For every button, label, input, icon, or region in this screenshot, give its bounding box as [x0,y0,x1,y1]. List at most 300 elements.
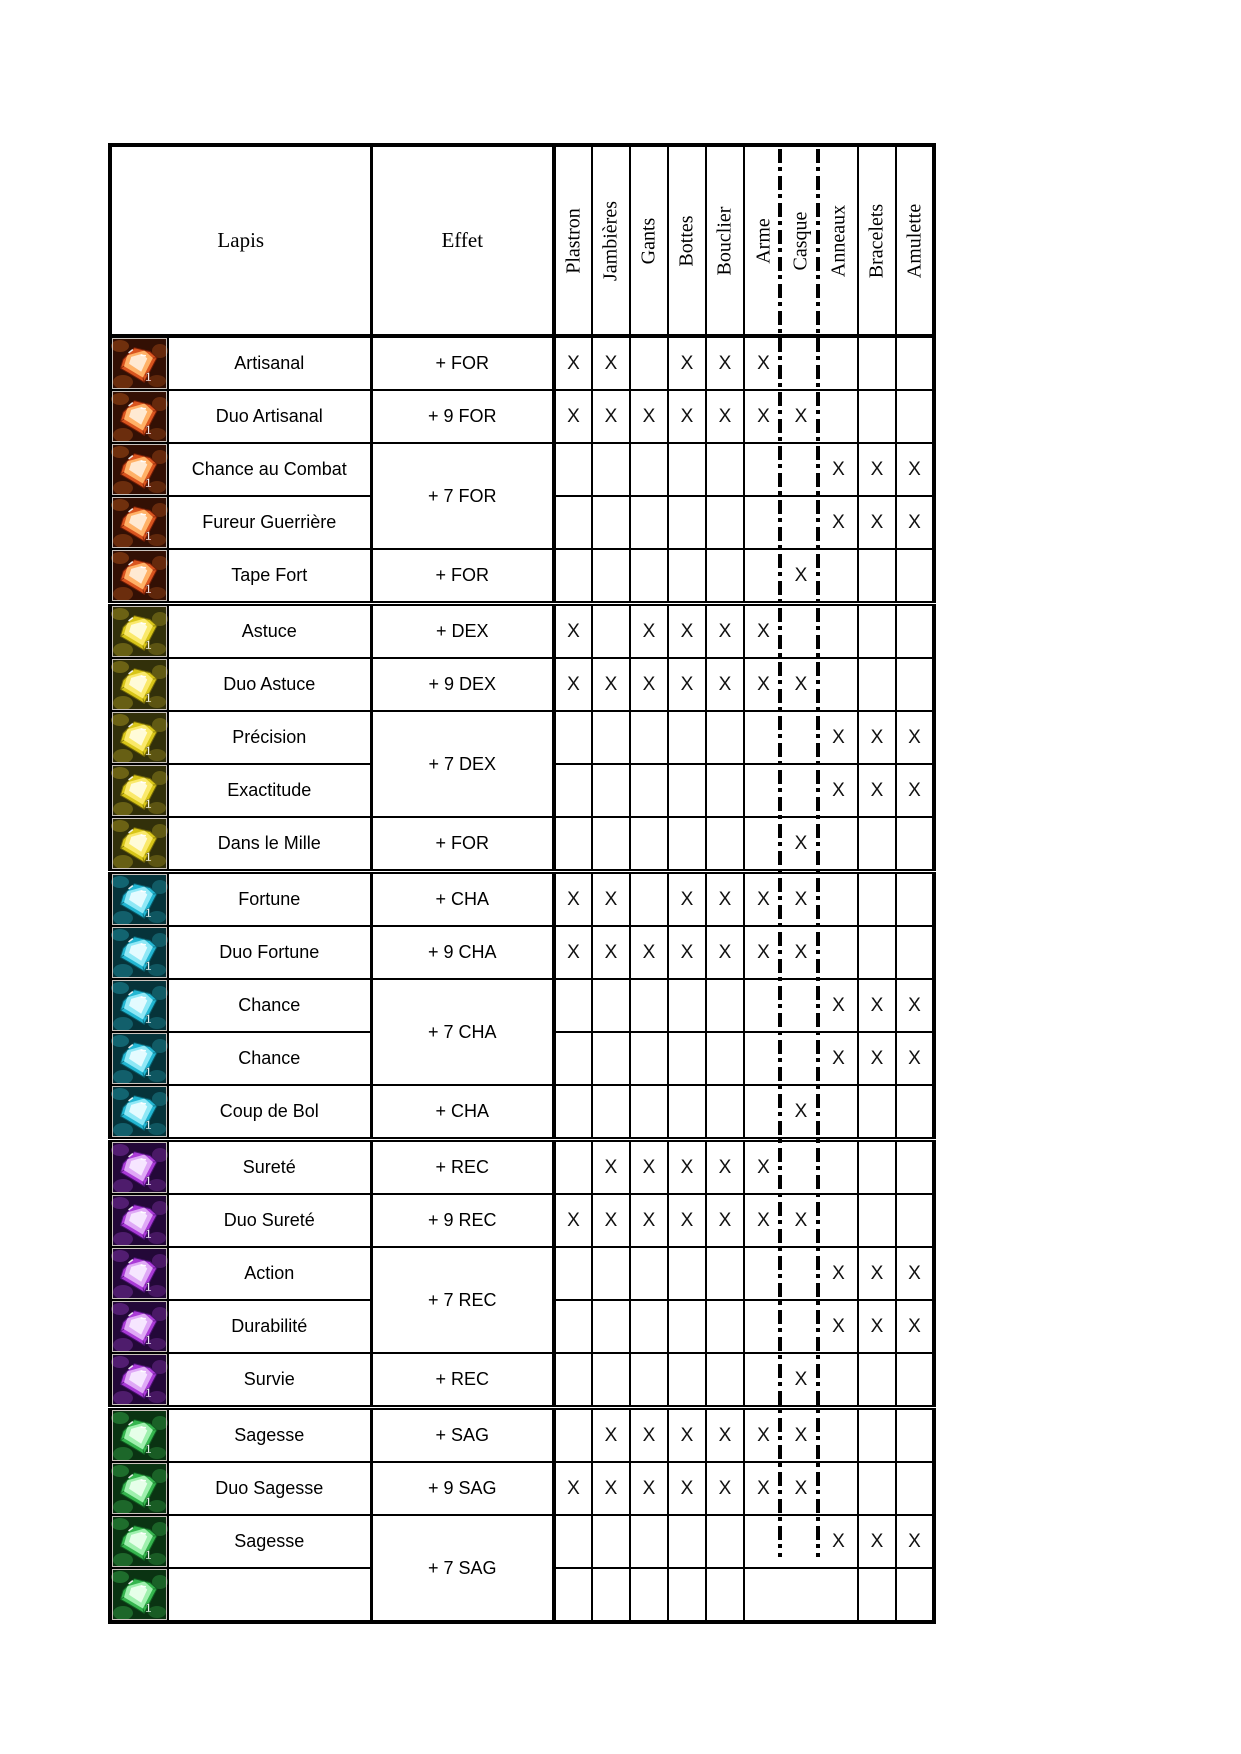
slot-cell-jambieres [592,1085,630,1140]
slot-cell-jambieres: X [592,926,630,979]
slot-cell-arme [744,496,782,549]
svg-text:1: 1 [145,638,152,652]
slot-cell-arme [744,1300,782,1353]
slot-cell-amulette [896,658,934,711]
svg-text:1: 1 [145,1495,152,1509]
slot-cell-bracelets [858,658,896,711]
slot-cell-anneaux: X [820,496,858,549]
slot-cell-anneaux: X [820,711,858,764]
slot-cell-bracelets: X [858,764,896,817]
effet-value: + REC [371,1140,554,1195]
col-header-label: Arme [752,217,774,264]
table-row-chance [110,979,934,1032]
slot-cell-arme: X [744,658,782,711]
slot-cell-gants [630,872,668,927]
slot-cell-arme: X [744,926,782,979]
slot-cell-bracelets [858,390,896,443]
slot-cell-arme [744,764,782,817]
slot-cell-bottes [668,549,706,604]
col-header-bottes [668,145,706,336]
slot-cell-gants [630,1247,668,1300]
slot-cell-gants [630,443,668,496]
slot-cell-amulette: X [896,764,934,817]
gem-icon [112,765,167,816]
slot-cell-jambieres [592,711,630,764]
slot-cell-plastron [554,711,592,764]
lapis-name: Artisanal [168,336,371,390]
lapis-name: Dans le Mille [168,817,371,872]
lapis-name [168,1568,371,1622]
lapis-name: Action [168,1247,371,1300]
slot-cell-bouclier: X [706,390,744,443]
slot-cell-anneaux [820,549,858,604]
slot-cell-anneaux [820,926,858,979]
table-row-duo-artisanal [110,390,934,443]
lapis-name: Chance au Combat [168,443,371,496]
gem-icon [112,1301,167,1352]
gem-icon [112,1569,167,1620]
slot-cell-casque: X [782,817,820,872]
effet-value: + SAG [371,1408,554,1463]
table-row-tape-fort [110,549,934,604]
slot-cell-bouclier: X [706,872,744,927]
slot-cell-amulette [896,336,934,390]
slot-cell-plastron: X [554,872,592,927]
lapis-name: Sagesse [168,1515,371,1568]
svg-text:1: 1 [145,1601,152,1615]
svg-text:1: 1 [145,959,152,973]
effet-value: + 9 DEX [371,658,554,711]
purple-gem-cell [110,1140,168,1195]
slot-cell-jambieres: X [592,658,630,711]
col-header-amulette [896,145,934,336]
col-header-label: Bouclier [713,206,736,275]
col-header-label: Plastron [562,207,584,274]
slot-cell-bracelets [858,1568,896,1622]
slot-cell-anneaux [820,1568,858,1622]
lapis-name: Chance [168,979,371,1032]
slot-cell-bouclier [706,443,744,496]
slot-cell-amulette: X [896,979,934,1032]
yellow-gem-cell [110,817,168,872]
slot-cell-casque: X [782,926,820,979]
gem-icon [112,1142,167,1193]
red-gem-cell [110,496,168,549]
slot-cell-arme: X [744,1194,782,1247]
slot-cell-bracelets: X [858,1515,896,1568]
effet-value: + 7 FOR [371,443,554,549]
slot-cell-plastron [554,1515,592,1568]
slot-cell-casque [782,1140,820,1195]
slot-cell-gants: X [630,1408,668,1463]
lapis-table [108,143,936,1624]
slot-cell-bracelets [858,926,896,979]
slot-cell-gants [630,336,668,390]
effet-value: + FOR [371,549,554,604]
yellow-gem-cell [110,604,168,659]
slot-cell-plastron [554,1085,592,1140]
slot-cell-amulette [896,817,934,872]
col-header-arme [744,145,782,336]
slot-cell-anneaux [820,1353,858,1408]
purple-gem-cell [110,1247,168,1300]
lapis-name: Durabilité [168,1300,371,1353]
slot-cell-anneaux: X [820,1247,858,1300]
col-header-lapis: Lapis [110,145,371,336]
cyan-gem-cell [110,1032,168,1085]
table-row-chance-au-combat [110,443,934,496]
svg-text:1: 1 [145,691,152,705]
gem-icon [112,1463,167,1514]
gem-icon [112,927,167,978]
effet-value: + 7 DEX [371,711,554,817]
lapis-table-container [108,143,944,1615]
effet-value: + CHA [371,872,554,927]
slot-cell-bouclier: X [706,1194,744,1247]
slot-cell-amulette [896,1462,934,1515]
slot-cell-plastron [554,1300,592,1353]
slot-cell-bracelets [858,817,896,872]
effet-value: + DEX [371,604,554,659]
slot-cell-bouclier [706,979,744,1032]
red-gem-cell [110,549,168,604]
slot-cell-bracelets [858,1462,896,1515]
svg-text:1: 1 [145,1333,152,1347]
slot-cell-bouclier [706,711,744,764]
col-header-label: Casque [789,211,812,270]
slot-cell-gants: X [630,658,668,711]
yellow-gem-cell [110,658,168,711]
slot-cell-bracelets: X [858,711,896,764]
slot-cell-bottes [668,1300,706,1353]
slot-cell-gants: X [630,1194,668,1247]
col-header-plastron [554,145,592,336]
slot-cell-bouclier: X [706,1462,744,1515]
slot-cell-bouclier: X [706,336,744,390]
slot-cell-amulette [896,926,934,979]
svg-text:1: 1 [145,1118,152,1132]
lapis-name: Duo Astuce [168,658,371,711]
cyan-gem-cell [110,979,168,1032]
slot-cell-bracelets [858,1194,896,1247]
col-header-gants [630,145,668,336]
slot-cell-bracelets [858,872,896,927]
slot-cell-arme: X [744,604,782,659]
col-header-label: Gants [637,217,660,264]
svg-text:1: 1 [145,1280,152,1294]
slot-cell-bottes: X [668,872,706,927]
slot-cell-jambieres [592,1300,630,1353]
svg-text:1: 1 [145,476,152,490]
slot-cell-amulette [896,1194,934,1247]
svg-text:1: 1 [145,850,152,864]
slot-cell-bracelets: X [858,496,896,549]
slot-cell-bouclier [706,1300,744,1353]
gem-icon [112,1195,167,1246]
slot-cell-bouclier: X [706,658,744,711]
slot-cell-plastron [554,1032,592,1085]
effet-value: + 9 SAG [371,1462,554,1515]
slot-cell-bouclier [706,1568,744,1622]
slot-cell-arme: X [744,390,782,443]
slot-cell-plastron: X [554,390,592,443]
table-row-duo-surete [110,1194,934,1247]
purple-gem-cell [110,1300,168,1353]
slot-cell-amulette [896,604,934,659]
slot-cell-jambieres [592,1515,630,1568]
slot-cell-bouclier [706,1353,744,1408]
slot-cell-arme: X [744,872,782,927]
slot-cell-jambieres: X [592,1462,630,1515]
slot-cell-gants [630,817,668,872]
red-gem-cell [110,443,168,496]
slot-cell-arme: X [744,1462,782,1515]
slot-cell-plastron: X [554,1462,592,1515]
slot-cell-amulette [896,1568,934,1622]
red-gem-cell [110,390,168,443]
gem-icon [112,1086,167,1137]
effet-value: + 7 SAG [371,1515,554,1622]
table-row-survie [110,1353,934,1408]
slot-cell-amulette [896,1408,934,1463]
lapis-name: Duo Sagesse [168,1462,371,1515]
slot-cell-gants [630,1085,668,1140]
col-header-casque [782,145,820,336]
slot-cell-plastron: X [554,658,592,711]
slot-cell-jambieres [592,604,630,659]
slot-cell-amulette [896,1085,934,1140]
slot-cell-bottes: X [668,1194,706,1247]
table-row-fortune [110,872,934,927]
purple-gem-cell [110,1353,168,1408]
slot-cell-casque: X [782,549,820,604]
lapis-name: Duo Fortune [168,926,371,979]
gem-icon [112,1516,167,1567]
slot-cell-amulette [896,1140,934,1195]
slot-cell-jambieres: X [592,390,630,443]
slot-cell-casque [782,496,820,549]
slot-cell-gants [630,711,668,764]
slot-cell-plastron [554,979,592,1032]
gem-icon [112,444,167,495]
red-gem-cell [110,336,168,390]
slot-cell-bouclier [706,1085,744,1140]
slot-cell-anneaux [820,658,858,711]
slot-cell-amulette: X [896,1247,934,1300]
slot-cell-gants [630,549,668,604]
green-gem-cell [110,1462,168,1515]
table-row-coup-de-bol [110,1085,934,1140]
slot-cell-anneaux [820,604,858,659]
slot-cell-arme [744,549,782,604]
svg-text:1: 1 [145,797,152,811]
slot-cell-jambieres [592,496,630,549]
effet-value: + 9 FOR [371,390,554,443]
gem-icon [112,497,167,548]
slot-cell-plastron [554,1408,592,1463]
svg-text:1: 1 [145,1548,152,1562]
lapis-name: Duo Artisanal [168,390,371,443]
cyan-gem-cell [110,1085,168,1140]
slot-cell-plastron [554,764,592,817]
slot-cell-bottes: X [668,1462,706,1515]
slot-cell-plastron: X [554,336,592,390]
table-row-dans-le-mille [110,817,934,872]
slot-cell-amulette [896,1353,934,1408]
slot-cell-jambieres: X [592,872,630,927]
table-row-duo-fortune [110,926,934,979]
slot-cell-anneaux [820,1140,858,1195]
col-header-label: Anneaux [827,204,849,277]
slot-cell-plastron [554,549,592,604]
slot-cell-bottes [668,443,706,496]
slot-cell-jambieres: X [592,1408,630,1463]
slot-cell-bouclier: X [706,926,744,979]
slot-cell-arme [744,1085,782,1140]
slot-cell-amulette [896,549,934,604]
slot-cell-bracelets [858,1408,896,1463]
cyan-gem-cell [110,872,168,927]
col-header-jambieres [592,145,630,336]
slot-cell-anneaux [820,1462,858,1515]
slot-cell-plastron [554,1140,592,1195]
slot-cell-amulette: X [896,443,934,496]
slot-cell-jambieres [592,1247,630,1300]
svg-text:1: 1 [145,1227,152,1241]
effet-value: + 9 CHA [371,926,554,979]
table-row-sagesse [110,1408,934,1463]
slot-cell-jambieres: X [592,1140,630,1195]
lapis-name: Duo Sureté [168,1194,371,1247]
slot-cell-gants: X [630,926,668,979]
slot-cell-anneaux: X [820,979,858,1032]
slot-cell-casque: X [782,1085,820,1140]
col-header-bouclier [706,145,744,336]
slot-cell-bottes [668,1032,706,1085]
gem-icon [112,659,167,710]
slot-cell-bottes [668,817,706,872]
slot-cell-casque [782,711,820,764]
lapis-name: Fortune [168,872,371,927]
slot-cell-arme [744,1247,782,1300]
svg-text:1: 1 [145,1386,152,1400]
slot-cell-anneaux [820,1085,858,1140]
gem-icon [112,1248,167,1299]
lapis-name: Sagesse [168,1408,371,1463]
slot-cell-amulette [896,872,934,927]
slot-cell-amulette: X [896,496,934,549]
slot-cell-gants [630,1300,668,1353]
slot-cell-bottes [668,496,706,549]
slot-cell-anneaux: X [820,764,858,817]
slot-cell-anneaux: X [820,1300,858,1353]
slot-cell-bouclier [706,1032,744,1085]
slot-cell-bottes [668,1515,706,1568]
slot-cell-plastron [554,1247,592,1300]
slot-cell-casque: X [782,1194,820,1247]
slot-cell-arme [744,817,782,872]
slot-cell-anneaux: X [820,443,858,496]
slot-cell-arme: X [744,1408,782,1463]
lapis-name: Sureté [168,1140,371,1195]
slot-cell-gants: X [630,604,668,659]
cyan-gem-cell [110,926,168,979]
slot-cell-casque [782,604,820,659]
lapis-name: Chance [168,1032,371,1085]
slot-cell-casque [782,443,820,496]
slot-cell-bottes: X [668,390,706,443]
slot-cell-jambieres [592,817,630,872]
col-header-label: Bracelets [865,203,888,278]
slot-cell-casque: X [782,1462,820,1515]
green-gem-cell [110,1568,168,1622]
slot-cell-gants [630,1032,668,1085]
col-header-label: Bottes [675,214,698,267]
lapis-name: Survie [168,1353,371,1408]
lapis-name: Tape Fort [168,549,371,604]
green-gem-cell [110,1408,168,1463]
slot-cell-casque: X [782,1353,820,1408]
slot-cell-bouclier [706,1247,744,1300]
slot-cell-gants [630,496,668,549]
slot-cell-bouclier [706,496,744,549]
slot-cell-arme [744,711,782,764]
lapis-name: Astuce [168,604,371,659]
table-row-action [110,1247,934,1300]
svg-text:1: 1 [145,1065,152,1079]
yellow-gem-cell [110,764,168,817]
svg-text:1: 1 [145,906,152,920]
slot-cell-casque: X [782,872,820,927]
gem-icon [112,550,167,601]
slot-cell-anneaux [820,872,858,927]
effet-value: + CHA [371,1085,554,1140]
slot-cell-jambieres [592,1353,630,1408]
col-header-bracelets [858,145,896,336]
table-row-astuce [110,604,934,659]
svg-text:1: 1 [145,1442,152,1456]
slot-cell-bracelets [858,1085,896,1140]
svg-text:1: 1 [145,529,152,543]
slot-cell-bottes [668,979,706,1032]
effet-value: + FOR [371,817,554,872]
slot-cell-arme: X [744,336,782,390]
effet-value: + 9 REC [371,1194,554,1247]
slot-cell-casque: X [782,390,820,443]
slot-cell-jambieres: X [592,336,630,390]
slot-cell-gants: X [630,1140,668,1195]
slot-cell-amulette: X [896,711,934,764]
slot-cell-bracelets: X [858,1247,896,1300]
slot-cell-gants [630,979,668,1032]
table-row-duo-astuce [110,658,934,711]
header-row [110,145,934,336]
slot-cell-arme: X [744,1140,782,1195]
slot-cell-plastron [554,443,592,496]
slot-cell-arme [744,1353,782,1408]
slot-cell-bouclier: X [706,1140,744,1195]
slot-cell-jambieres [592,1568,630,1622]
gem-icon [112,338,167,389]
slot-cell-casque [782,764,820,817]
effet-value: + REC [371,1353,554,1408]
slot-cell-arme [744,1568,782,1622]
slot-cell-anneaux [820,817,858,872]
slot-cell-bracelets: X [858,1032,896,1085]
slot-cell-casque: X [782,658,820,711]
slot-cell-amulette: X [896,1300,934,1353]
gem-icon [112,980,167,1031]
